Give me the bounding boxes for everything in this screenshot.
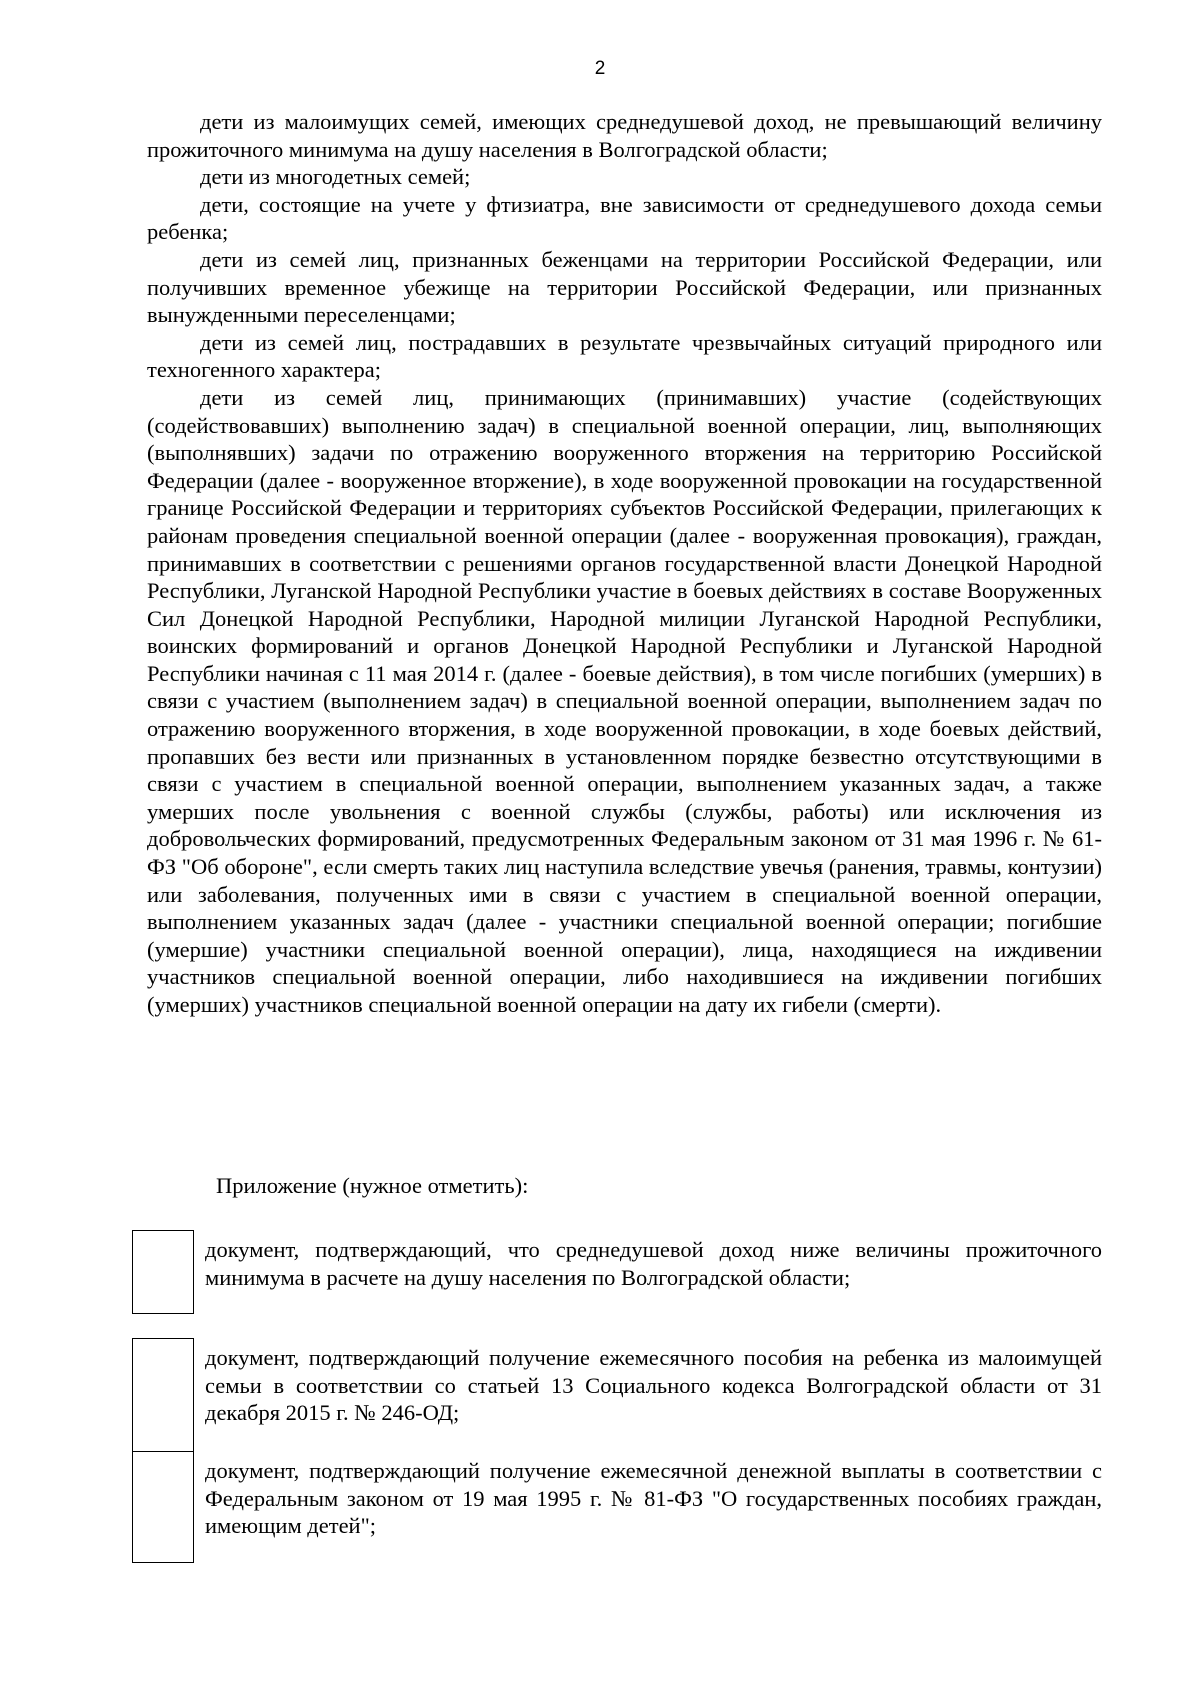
- attachment-text-1: документ, подтверждающий, что среднедушевой доход ниже величины прожиточного минимума в расчете на душу населения по Волгоградской области;: [205, 1237, 1102, 1290]
- paragraph: дети из многодетных семей;: [200, 164, 471, 190]
- attachment-checkbox-3[interactable]: [132, 1451, 194, 1563]
- document-body: [147, 108, 1102, 1019]
- paragraph: дети из семей лиц, признанных беженцами на территории Российской Федерации, или получивших временное убежище на территории Российской Федерации, или признанных вынужденными переселенцами;: [147, 246, 1102, 328]
- paragraph: дети, состоящие на учете у фтизиатра, вне зависимости от среднедушевого дохода семьи ребенка;: [147, 191, 1102, 245]
- paragraph: дети из семей лиц, пострадавших в результате чрезвычайных ситуаций природного или техногенного характера;: [147, 329, 1102, 383]
- attachment-checkbox-1[interactable]: [132, 1230, 194, 1314]
- appendix-title: Приложение (нужное отметить):: [216, 1173, 529, 1198]
- paragraph: дети из семей лиц, принимающих (принимавших) участие (содействующих (содействовавших) выполнению задач) в специальной военной операции, лиц, выполняющих (выполнявших) задачи по отражению вооруженного вторжения на территорию Российской Федерации (далее - вооруженное вторжение), в ходе вооруженной провокации на государственной границе Российской Федерации и территориях субъектов Российской Федерации, прилегающих к районам проведения специальной военной операции (далее - вооруженная провокация), граждан, принимавших в соответствии с решениями органов государственной власти Донецкой Народной Республики, Луганской Народной Республики участие в боевых действиях в составе Вооруженных Сил Донецкой Народной Республики, Народной милиции Луганской Народной Республики, воинских формирований и органов Донецкой Народной Республики и Луганской Народной Республики начиная с 11 мая 2014 г. (далее - боевые действия), в том числе погибших (умерших) в связи с участием (выполнением задач) в специальной военной операции, выполнением задач по отражению вооруженного вторжения, в ходе вооруженной провокации, в ходе боевых действий, пропавших без вести или признанных в установленном порядке безвестно отсутствующими в связи с участием в специальной военной операции, выполнением указанных задач, а также умерших после увольнения с военной службы (службы, работы) или исключения из добровольческих формирований, предусмотренных Федеральным законом от 31 мая 1996 г. № 61-ФЗ "Об обороне", если смерть таких лиц наступила вследствие увечья (ранения, травмы, контузии) или заболевания, полученных ими в связи с участием в специальной военной операции, выполнением указанных задач (далее - участники специальной военной операции; погибшие (умершие) участники специальной военной операции), лица, находящиеся на иждивении участников специальной военной операции, либо находившиеся на иждивении погибших (умерших) участников специальной военной операции на дату их гибели (смерти).: [147, 384, 1102, 1017]
- attachment-text-2: документ, подтверждающий получение ежемесячного пособия на ребенка из малоимущей семьи в соответствии со статьей 13 Социального кодекса Волгоградской области от 31 декабря 2015 г. № 246-ОД;: [205, 1345, 1102, 1426]
- page-number: 2: [594, 58, 606, 79]
- paragraph: дети из малоимущих семей, имеющих среднедушевой доход, не превышающий величину прожиточного минимума на душу населения в Волгоградской области;: [147, 109, 1102, 162]
- attachment-text-3: документ, подтверждающий получение ежемесячной денежной выплаты в соответствии с Федеральным законом от 19 мая 1995 г. № 81-ФЗ "О государственных пособиях граждан, имеющим детей";: [205, 1458, 1102, 1539]
- attachment-checkbox-2[interactable]: [132, 1338, 194, 1452]
